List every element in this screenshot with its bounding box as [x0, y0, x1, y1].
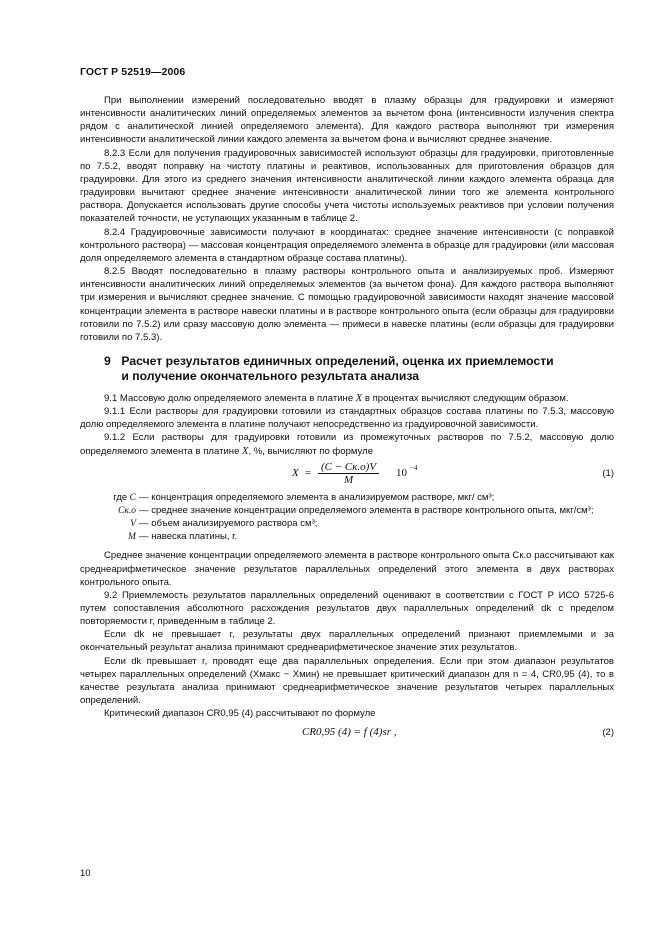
formula-multiplier: 10 — [396, 466, 407, 479]
formula-2 — [80, 724, 614, 742]
section-title-line1: Расчет результатов единичных определений, оценка их приемлемости — [121, 353, 554, 368]
formula-1 — [80, 461, 614, 485]
document-header: ГОСТ Р 52519—2006 — [80, 66, 186, 78]
paragraph-9-1-2: 9.1.2 Если растворы для градуировки готовили из промежуточных растворов по 7.5.2, массовую долю определяемого элемента в платине X, %, вычисляют по формуле — [80, 432, 614, 457]
paragraph-8-2-3: 8.2.3 Если для получения градуировочных зависимостей используют образцы для градуировки, приготовленные по 7.5.2, вводят поправку на чистоту платины и реактивов, использованных для приготовления образцов для градуировки. Для этого из среднего значения интенсивности аналитической линии каждого элемента образца для градуировки вычитают среднее значение интенсивности аналитической линии того же элемента контрольного раствора. Допускается использовать другие способы учета чистоты используемых реактивов при условии получения показателей точности, не уступающих указанным в таблице 2. — [80, 147, 614, 225]
formula-lhs: X — [292, 466, 299, 479]
paragraph-measurement: При выполнении измерений последовательно вводят в плазму образцы для градуировки и измеряют интенсивности аналитических линий определяемых элементов за вычетом фона (интенсивности излучения спектра рядом с аналитической линией определяемого элемента). Для каждого раствора выполняют три измерения интенсивности аналитической линии каждого элемента за вычетом фона и вычисляют среднее значение. — [80, 95, 614, 146]
definition-item: Cк.о — среднее значение концентрации определяемого элемента в растворе контрольного опыта, мкг/см³; — [118, 504, 594, 516]
formula-numerator: (C − Cк.о)V — [318, 461, 379, 474]
paragraph-8-2-4: 8.2.4 Градуировочные зависимости получают в координатах: среднее значение интенсивности (с поправкой контрольного раствора) — массовая концентрация определяемого элемента в образце для градуировки (или массовая доля определяемого элемента в стандартном образце состава платины). — [80, 226, 614, 264]
section-9-heading — [80, 354, 614, 385]
paragraph-control-average: Среднее значение концентрации определяемого элемента в растворе контрольного опыта Cк.о рассчитывают как среднеарифметическое значение результатов параллельных определений этого элемента в двух растворах контрольного опыта. — [80, 550, 614, 588]
paragraph-critical-range: Критический диапазон CR0,95 (4) рассчитывают по формуле — [104, 708, 376, 720]
section-number: 9 — [104, 353, 111, 368]
definitions-list — [80, 491, 614, 544]
formula-number: (1) — [602, 467, 614, 479]
section-title-line2: и получение окончательного результата анализа — [121, 369, 420, 384]
page-number: 10 — [80, 868, 91, 879]
formula-2-number: (2) — [602, 727, 614, 739]
paragraph-9-2: 9.2 Приемлемость результатов параллельных определений оценивают в соответствии с ГОСТ Р ИСО 5725-6 путем сопоставления абсолютного расхождения результатов двух параллельных определений dk с пределом повторяемости r, приведенным в таблице 2. — [80, 589, 614, 628]
paragraph-dk-exceed: Если dk превышает r, проводят еще два параллельных определения. Если при этом диапазон результатов четырех параллельных определений (Xмакс − Xмин) не превышает критический диапазон для n = 4, CR0,95 (4), то в качестве результата анализа принимают среднеарифметическое значение результатов четырех параллельных определений. — [80, 655, 614, 707]
definition-item: где C — концентрация определяемого элемента в анализируемом растворе, мкг/ см³; — [113, 491, 495, 503]
definition-item: V — объем анализируемого раствора см³; — [130, 518, 318, 530]
formula-2-expression: CR0,95 (4) = f (4)sr , — [302, 726, 397, 739]
paragraph-9-1: 9.1 Массовую долю определяемого элемента в платине X в процентах вычисляют следующим образом. — [104, 392, 569, 404]
document-body — [80, 94, 614, 748]
formula-exponent: −4 — [410, 463, 418, 472]
formula-denominator: M — [343, 473, 354, 486]
formula-equals: = — [305, 466, 312, 479]
paragraph-dk-not-exceed: Если dk не превышает r, результаты двух параллельных определений признают приемлемыми и за окончательный результат анализа принимают среднеарифметическое значение этих результатов. — [80, 629, 614, 654]
formula-fraction — [318, 461, 379, 486]
paragraph-8-2-5: 8.2.5 Вводят последовательно в плазму растворы контрольного опыта и анализируемых проб. Измеряют интенсивности аналитических линий определяемых элементов (за вычетом фона). Для каждого раствора выполняют три измерения и вычисляют среднее значение. С помощью градуировочной зависимости находят значение массовой концентрации элемента в растворе навески платины и в растворе контрольного опыта (если образцы для градуировки готовили по 7.5.2) или сразу массовую долю элемента — примеси в навеске платины (если образцы для градуировки готовили по 7.5.3). — [80, 266, 614, 343]
paragraph-9-1-1: 9.1.1 Если растворы для градуировки готовили из стандартных образцов состава платины по 7.5.3, массовую долю определяемого элемента в платине получают непосредственно из градуировочной зависимости. — [80, 406, 614, 431]
definition-item: M — навеска платины, г. — [128, 531, 238, 543]
